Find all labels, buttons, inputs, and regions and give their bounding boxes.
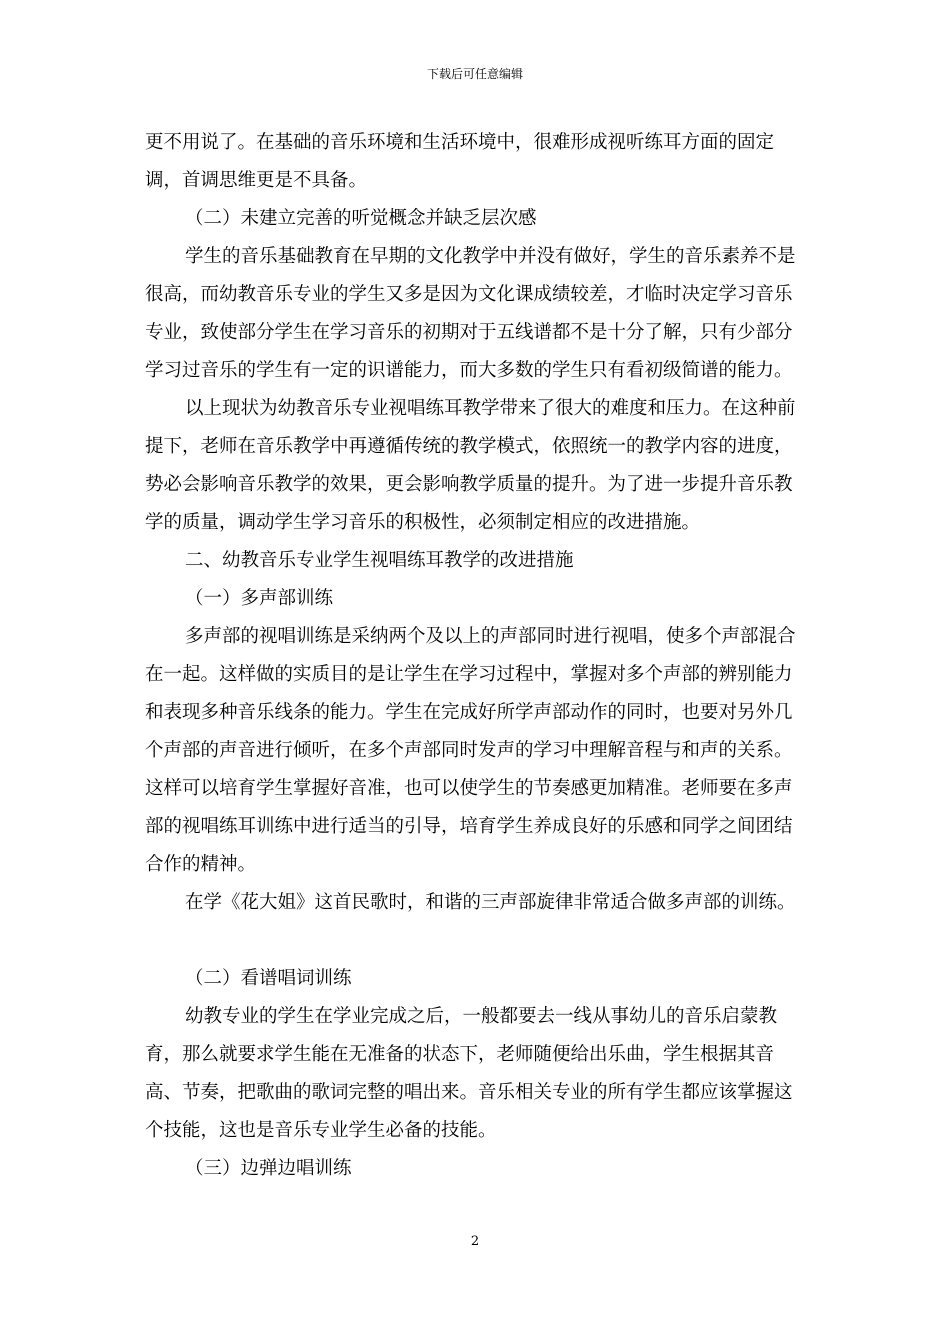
section-heading-2: （二）看谱唱词训练 [185,968,352,989]
section-heading-1: （一）多声部训练 [185,588,334,609]
paragraph: 学生的音乐基础教育在早期的文化教学中并没有做好，学生的音乐素养不是很高，而幼教音乐专业的学生又多是因为文化课成绩较差，才临时决定学习音乐专业，致使部分学生在学习音乐的初期对于五线谱都不是十分了解，只有少部分学习过音乐的学生有一定的识谱能力，而大多数的学生只有看初级简谱的能力。 [145,246,796,381]
paragraph: 多声部的视唱训练是采纳两个及以上的声部同时进行视唱，使多个声部混合在一起。这样做的实质目的是让学生在学习过程中，掌握对多个声部的辨别能力和表现多种音乐线条的能力。学生在完成好所学声部动作的同时，也要对另外几个声部的声音进行倾听，在多个声部同时发声的学习中理解音程与和声的关系。这样可以培育学生掌握好音准，也可以使学生的节奏感更加精准。老师要在多声部的视唱练耳训练中进行适当的引导，培育学生养成良好的乐感和同学之间团结合作的精神。 [145,626,796,875]
document-body [145,124,810,1188]
section-heading-3: （三）边弹边唱训练 [185,1158,352,1179]
paragraph-continuation: 更不用说了。在基础的音乐环境和生活环境中，很难形成视听练耳方面的固定调，首调思维更是不具备。 [145,132,775,191]
page-number: 2 [470,1234,480,1249]
page-header: 下载后可任意编辑 [426,67,523,81]
paragraph: 幼教专业的学生在学业完成之后，一般都要去一线从事幼儿的音乐启蒙教育，那么就要求学生能在无准备的状态下，老师随便给出乐曲，学生根据其音高、节奏，把歌曲的歌词完整的唱出来。音乐相关专业的所有学生都应该掌握这个技能，这也是音乐专业学生必备的技能。 [145,1006,793,1141]
paragraph: 在学《花大姐》这首民歌时，和谐的三声部旋律非常适合做多声部的训练。 [185,892,796,913]
section-heading-2-2: （二）未建立完善的听觉概念并缺乏层次感 [185,208,537,229]
section-heading-main-2: 二、幼教音乐专业学生视唱练耳教学的改进措施 [185,550,574,571]
paragraph: 以上现状为幼教音乐专业视唱练耳教学带来了很大的难度和压力。在这种前提下，老师在音乐教学中再遵循传统的教学模式，依照统一的教学内容的进度，势必会影响音乐教学的效果，更会影响教学质量的提升。为了进一步提升音乐教学的质量，调动学生学习音乐的积极性，必须制定相应的改进措施。 [145,398,796,533]
